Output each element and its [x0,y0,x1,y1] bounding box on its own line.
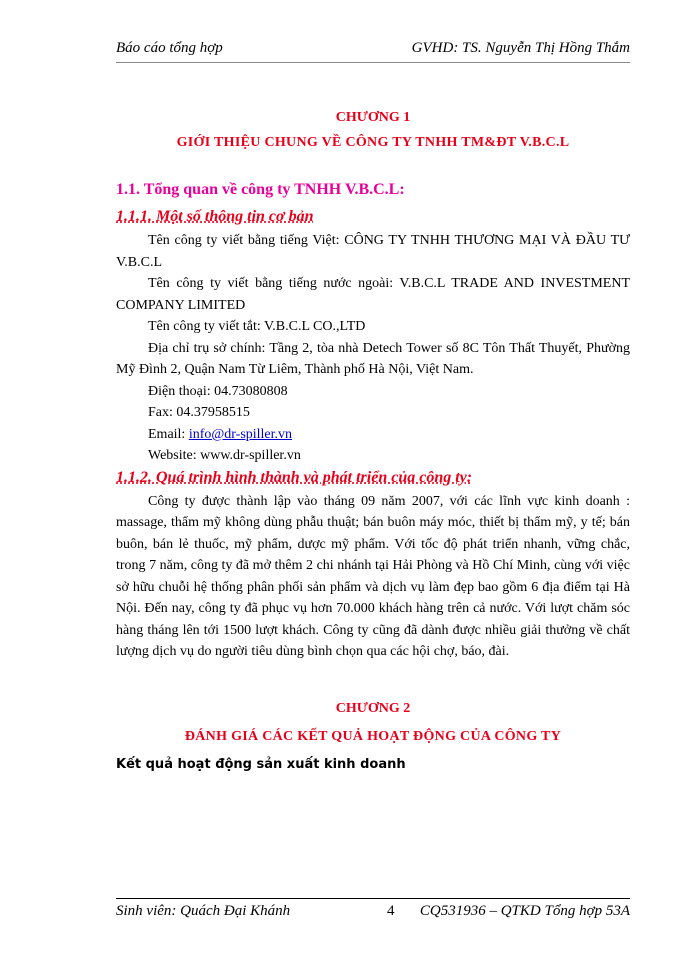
section-1-1-1-heading: 1.1.1. Một số thông tin cơ bản [116,208,314,225]
header-report-title: Báo cáo tổng hợp [116,40,223,56]
company-phone: Điện thoại: 04.73080808 [148,383,288,399]
chapter-2-number: CHƯƠNG 2 [335,700,411,716]
chapter-1-title: GIỚI THIỆU CHUNG VỀ CÔNG TY TNHH TM&ĐT V.B.C.L [176,135,570,150]
chapter-1-number: CHƯƠNG 1 [335,110,411,125]
section-1-1-2-heading: 1.1.2. Quá trình hình thành và phát triển của công ty: [116,468,473,486]
email-link[interactable]: info@dr-spiller.vn [188,426,293,442]
company-fax: Fax: 04.37958515 [148,405,250,420]
company-name-foreign: Tên công ty viết bằng tiếng nước ngoài: V.B.C.L TRADE AND INVESTMENT COMPANY LIMITED [116,276,630,313]
header-supervisor: GVHD: TS. Nguyễn Thị Hồng Thắm [411,40,630,56]
history-paragraph: Công ty được thành lập vào tháng 09 năm 2007, với các lĩnh vực kinh doanh : massage, thẩm mỹ không dùng phẫu thuật; bán buôn máy móc, thiết bị thẩm mỹ, y tế; bán buôn, bán lẻ thuốc, mỹ phẩm, dược mỹ phẩm. Với tốc độ phát triển nhanh, vững chắc, trong 7 năm, công ty đã mở thêm 2 chi nhánh tại Hải Phòng và Hồ Chí Minh, cùng với việc sở hữu chuỗi hệ thống phân phối sản phẩm và dịch vụ làm đẹp bao gồm 6 địa điểm tại Hà Nội. Đến nay, công ty đã phục vụ hơn 70.000 khách hàng trên cả nước. Với lượt chăm sóc hàng tháng lên tới 1500 lượt khách. Công ty cũng đã dành được nhiều giải thưởng về chất lượng dịch vụ do người tiêu dùng bình chọn qua các hội chợ, báo, đài. [116,493,630,659]
chapter-2-title: ĐÁNH GIÁ CÁC KẾT QUẢ HOẠT ĐỘNG CỦA CÔNG TY [184,728,562,744]
footer-class-code: CQ531936 – QTKD Tổng hợp 53A [419,903,630,919]
company-short-name: Tên công ty viết tắt: V.B.C.L CO.,LTD [148,319,366,334]
section-1-1-heading: 1.1. Tổng quan về công ty TNHH V.B.C.L: [116,181,405,198]
page-footer [116,898,630,923]
business-results-heading: Kết quả hoạt động sản xuất kinh doanh [116,756,406,772]
company-email-line [116,424,630,446]
company-address: Địa chỉ trụ sở chính: Tầng 2, tòa nhà Detech Tower số 8C Tôn Thất Thuyết, Phường Mỹ Đình 2, Quận Nam Từ Liêm, Thành phố Hà Nội, Việt Nam. [116,340,630,377]
footer-page-number: 4 [387,903,395,919]
page-body [116,110,630,772]
footer-student: Sinh viên: Quách Đại Khánh [116,903,291,919]
email-label: Email: [148,426,186,442]
company-name-vietnamese: Tên công ty viết bằng tiếng Việt: CÔNG TY TNHH THƯƠNG MẠI VÀ ĐẦU TƯ V.B.C.L [116,233,630,270]
company-website: Website: www.dr-spiller.vn [148,448,301,463]
page-header [116,38,630,63]
